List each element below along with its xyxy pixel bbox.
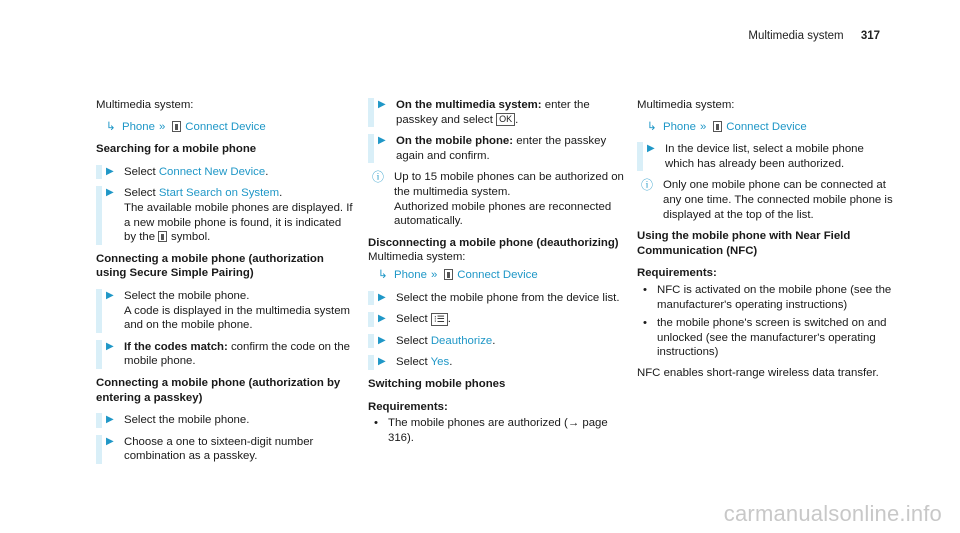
heading-search: Searching for a mobile phone — [96, 143, 257, 156]
section-title: Multimedia system — [748, 30, 844, 42]
phone-icon — [444, 269, 453, 280]
link-deauthorize[interactable]: Deauthorize — [430, 334, 493, 347]
link-connect-new-device[interactable]: Connect New Device — [158, 165, 266, 178]
return-arrow-icon: ↳ — [647, 120, 657, 133]
phone-icon — [172, 121, 181, 132]
phone-icon — [713, 121, 722, 132]
list-item: • NFC is activated on the mobile phone (see the manufacturer's operating instructions) — [643, 283, 892, 311]
path-phone[interactable]: Phone — [122, 120, 155, 133]
path-connect-device[interactable]: Connect Device — [726, 120, 807, 133]
heading-switch: Switching mobile phones — [368, 377, 506, 390]
info-icon: ⓘ — [641, 178, 654, 193]
step: ▶ Select Connect New Device. — [96, 165, 354, 180]
step: ▶ Select Yes. — [368, 355, 624, 370]
info-icon: ⓘ — [372, 170, 385, 185]
play-triangle-icon: ▶ — [378, 334, 386, 346]
link-yes[interactable]: Yes — [430, 356, 450, 369]
return-arrow-icon: ↳ — [378, 268, 388, 281]
double-chevron-icon: » — [699, 120, 707, 133]
play-triangle-icon: ▶ — [378, 291, 386, 303]
menu-path — [106, 120, 354, 135]
play-triangle-icon: ▶ — [106, 165, 114, 177]
play-triangle-icon: ▶ — [378, 313, 386, 325]
step: ▶ Select Start Search on System. The available mobile phones are displayed. If a new mobile phone is found, it is indicated by the symbol. — [96, 186, 354, 244]
step: ▶ In the device list, select a mobile phone which has already been authorized. — [637, 142, 893, 171]
step: ▶ Choose a one to sixteen-digit number combination as a passkey. — [96, 435, 354, 464]
list-item: • The mobile phones are authorized (→ page 316). — [374, 417, 608, 444]
play-triangle-icon: ▶ — [647, 143, 655, 155]
intro-text: Multimedia system: — [368, 251, 466, 264]
page-number: 317 — [860, 30, 880, 42]
heading-requirements: Requirements: — [637, 267, 717, 280]
path-phone[interactable]: Phone — [394, 268, 427, 281]
heading-requirements: Requirements: — [368, 400, 448, 413]
menu-path — [647, 120, 893, 135]
list-item: • the mobile phone's screen is switched on and unlocked (see the manufacturer's operating instructions) — [643, 317, 887, 359]
play-triangle-icon: ▶ — [106, 187, 114, 199]
menu-path — [378, 268, 624, 283]
heading-ssp: Connecting a mobile phone (authorization using Secure Simple Pairing) — [96, 252, 324, 280]
link-start-search[interactable]: Start Search on System — [158, 187, 280, 200]
heading-passkey: Connecting a mobile phone (authorization by entering a passkey) — [96, 376, 341, 404]
watermark: carmanualsonline.info — [723, 501, 942, 526]
step: ▶ Select the mobile phone. — [96, 413, 354, 428]
step: ▶ Select Deauthorize. — [368, 334, 624, 349]
path-phone[interactable]: Phone — [663, 120, 696, 133]
column-3 — [637, 98, 893, 388]
path-connect-device[interactable]: Connect Device — [457, 268, 538, 281]
play-triangle-icon: ▶ — [378, 99, 386, 110]
column-1 — [96, 98, 354, 471]
ok-key-icon: OK — [496, 113, 515, 126]
play-triangle-icon: ▶ — [106, 340, 114, 352]
heading-deauth: Disconnecting a mobile phone (deauthorizing) — [368, 236, 619, 249]
info-note: ⓘ Up to 15 mobile phones can be authorized on the multimedia system. Authorized mobile phones are reconnected automatically. — [368, 170, 624, 228]
heading-nfc: Using the mobile phone with Near Field Communication (NFC) — [637, 230, 851, 257]
play-triangle-icon: ▶ — [378, 135, 386, 147]
phone-icon — [158, 231, 167, 242]
play-triangle-icon: ▶ — [106, 414, 114, 426]
play-triangle-icon: ▶ — [106, 289, 114, 301]
double-chevron-icon: » — [430, 268, 438, 281]
double-chevron-icon: » — [158, 120, 166, 133]
step: ▶ On the mobile phone: enter the passkey again and confirm. — [368, 134, 624, 163]
page-header — [748, 30, 880, 42]
info-note: ⓘ Only one mobile phone can be connected at any one time. The connected mobile phone is displayed at the top of the list. — [637, 178, 893, 222]
step: ▶ Select the mobile phone from the device list. — [368, 291, 624, 306]
step: ▶ Select ⁝☰ . — [368, 312, 624, 327]
step: ▶ On the multimedia system: enter the passkey and select OK . — [368, 98, 624, 127]
play-triangle-icon: ▶ — [378, 356, 386, 368]
closing-text: NFC enables short-range wireless data transfer. — [637, 366, 879, 379]
path-connect-device[interactable]: Connect Device — [185, 120, 266, 133]
play-triangle-icon: ▶ — [106, 435, 114, 447]
step: ▶ Select the mobile phone. A code is displayed in the multimedia system and on the mobile phone. — [96, 289, 354, 333]
return-arrow-icon: ↳ — [106, 120, 116, 133]
intro-text: Multimedia system: — [637, 99, 735, 111]
column-2 — [368, 98, 624, 449]
options-menu-icon: ⁝☰ — [431, 313, 448, 326]
step: ▶ If the codes match: confirm the code on the mobile phone. — [96, 340, 354, 369]
intro-text: Multimedia system: — [96, 99, 194, 111]
